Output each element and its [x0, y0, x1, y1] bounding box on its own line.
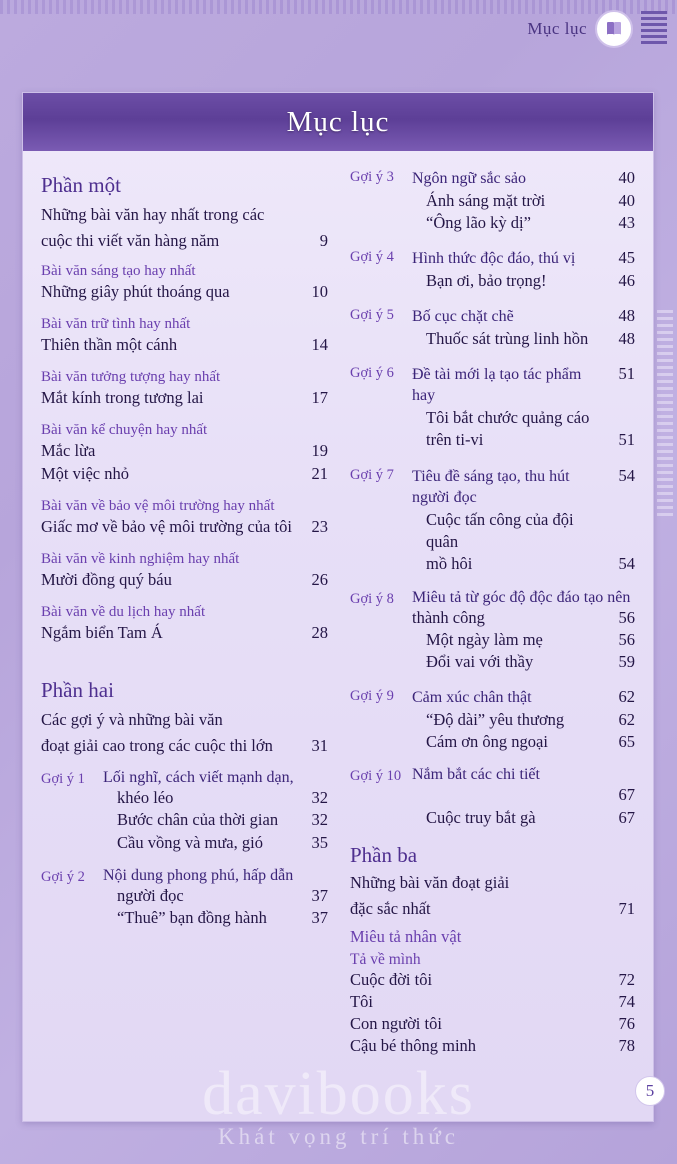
toc-title-bar	[23, 93, 653, 151]
hint-label: Gợi ý 8	[350, 590, 394, 607]
entry-page: 32	[311, 810, 328, 830]
toc-entry[interactable]	[41, 569, 328, 591]
book-icon	[595, 10, 633, 48]
entry-page: 21	[311, 463, 328, 483]
hint-label: Gợi ý 10	[350, 768, 402, 785]
entry-page: 76	[618, 1014, 635, 1034]
hint-head-page: 48	[618, 305, 635, 325]
entry-title: Cậu bé thông minh	[350, 1036, 477, 1056]
toc-entry[interactable]	[103, 832, 328, 854]
entry-title: Thiên thần một cánh	[41, 334, 178, 354]
hint-head-line1: Đề tài mới lạ tạo tác phẩm hay	[412, 365, 582, 405]
toc-entry[interactable]	[103, 809, 328, 831]
toc-entry[interactable]	[41, 440, 328, 462]
toc-entry[interactable]	[412, 270, 635, 292]
entry-title: “Ông lão kỳ dị”	[426, 212, 531, 232]
hint-head-line1: Nội dung phong phú, hấp dẫn	[103, 866, 294, 884]
decorative-bars	[641, 11, 667, 47]
toc-group	[41, 369, 328, 409]
entry-page: 23	[311, 516, 328, 536]
hint-block	[350, 305, 635, 350]
entry-title: Cuộc đời tôi	[350, 969, 433, 989]
entry-title: Ánh sáng mặt trời	[426, 190, 546, 210]
toc-left-column	[41, 167, 338, 1121]
hint-head-page: 32	[311, 788, 328, 808]
entry-page: 37	[311, 908, 328, 928]
hint-label: Gợi ý 2	[41, 868, 85, 885]
hint-head-line1: Cảm xúc chân thật	[412, 689, 532, 707]
entry-page: 51	[618, 430, 635, 450]
part-three-subsection: Tả về mình	[350, 950, 421, 968]
toc-entry[interactable]	[350, 1013, 635, 1035]
part-one-desc-line1: Những bài văn hay nhất trong các	[41, 205, 265, 224]
entry-page: 67	[618, 807, 635, 827]
watermark-main: davibooks	[202, 1060, 475, 1129]
hint-head-line1: Nắm bắt các chi tiết	[412, 766, 540, 784]
toc-group	[41, 316, 328, 356]
hint-head-line1: Hình thức độc đáo, thú vị	[412, 250, 576, 268]
entry-page: 65	[618, 732, 635, 752]
toc-entry[interactable]	[350, 1035, 635, 1057]
toc-entry[interactable]	[412, 328, 635, 350]
part-three-desc-line1: Những bài văn đoạt giải	[350, 873, 510, 892]
hint-block	[41, 867, 328, 930]
toc-group	[41, 498, 328, 538]
group-category: Bài văn về du lịch hay nhất	[41, 604, 206, 621]
toc-entry[interactable]	[41, 281, 328, 303]
watermark-sub: Khát vọng trí thức	[218, 1124, 459, 1149]
hint-head-page: 40	[618, 168, 635, 187]
hint-block	[350, 247, 635, 292]
entry-title: Mười đồng quý báu	[41, 570, 172, 590]
entry-page: 28	[311, 623, 328, 643]
toc-entry[interactable]	[412, 629, 635, 651]
hint-head-line1: Miêu tả từ góc độ độc đáo tạo nên	[412, 588, 631, 606]
hint-head-row	[412, 607, 635, 629]
hint-block	[350, 167, 635, 234]
toc-group	[41, 422, 328, 485]
hint-label: Gợi ý 1	[41, 771, 85, 788]
header-label: Mục lục	[527, 19, 587, 38]
entry-page: 19	[311, 441, 328, 461]
part-one-desc-row	[41, 230, 328, 252]
entry-page: 17	[311, 388, 328, 408]
hint-label: Gợi ý 5	[350, 306, 394, 323]
hint-block	[350, 589, 635, 674]
hint-head-page: 54	[618, 465, 635, 485]
entry-page: 35	[311, 832, 328, 852]
part-two-desc-page: 31	[311, 735, 328, 755]
hint-head-row	[412, 363, 635, 407]
entry-page: 14	[311, 334, 328, 354]
entry-title: Một ngày làm mẹ	[426, 629, 543, 649]
hint-block	[350, 363, 635, 452]
entry-title: Mắc lừa	[41, 441, 96, 461]
toc-entry[interactable]	[412, 509, 635, 554]
entry-title: “Thuê” bạn đồng hành	[117, 908, 267, 928]
hint-block	[350, 766, 635, 829]
entry-page: 59	[618, 652, 635, 672]
toc-entry[interactable]	[41, 387, 328, 409]
hint-label: Gợi ý 6	[350, 364, 394, 381]
part-two-title: Phần hai	[41, 677, 114, 702]
group-category: Bài văn trữ tình hay nhất	[41, 315, 191, 332]
part-two-desc-line2: đoạt giải cao trong các cuộc thi lớn	[41, 735, 273, 755]
hint-label: Gợi ý 9	[350, 688, 394, 705]
part-two-desc-line1: Các gợi ý và những bài văn	[41, 709, 223, 729]
part-three-section: Miêu tả nhân vật	[350, 926, 462, 946]
hint-head-page: 56	[618, 607, 635, 627]
hint-block	[350, 465, 635, 576]
entry-title: Bước chân của thời gian	[117, 810, 279, 830]
toc-group	[41, 551, 328, 591]
toc-entry[interactable]	[350, 991, 635, 1013]
hint-block	[350, 686, 635, 753]
hint-head-page: 45	[618, 248, 635, 268]
toc-entry[interactable]	[103, 907, 328, 929]
toc-entry[interactable]	[412, 731, 635, 753]
entry-title: Những giây phút thoáng qua	[41, 281, 230, 301]
hint-label: Gợi ý 3	[350, 169, 394, 185]
entry-title: “Độ dài” yêu thương	[426, 709, 565, 729]
hint-head-line2: người đọc	[117, 885, 184, 905]
part-two-desc-row	[41, 735, 328, 757]
hint-head-line1: Bố cục chặt chẽ	[412, 307, 514, 325]
toc-entry[interactable]	[412, 807, 635, 829]
toc-columns	[23, 151, 653, 1121]
entry-page: 26	[311, 570, 328, 590]
entry-title: Tôi	[350, 991, 373, 1011]
hint-label: Gợi ý 7	[350, 466, 394, 483]
group-category: Bài văn về kinh nghiệm hay nhất	[41, 551, 240, 568]
entry-title: Bạn ơi, bảo trọng!	[426, 270, 547, 290]
part-one-title: Phần một	[41, 173, 121, 197]
entry-page: 74	[618, 991, 635, 1011]
part-three-title: Phần ba	[350, 843, 418, 867]
toc-right-column	[338, 167, 635, 1121]
toc-group	[41, 263, 328, 303]
entry-page: 46	[618, 270, 635, 290]
entry-title: Đổi vai với thầy	[426, 652, 534, 672]
entry-page: 56	[618, 629, 635, 649]
hint-head-row	[412, 247, 635, 270]
group-category: Bài văn sáng tạo hay nhất	[41, 262, 196, 279]
hint-head-page: 62	[618, 687, 635, 707]
hint-head-page: 37	[311, 885, 328, 905]
hint-head-row	[103, 885, 328, 907]
page-title: Mục lục	[286, 105, 390, 138]
toc-entry[interactable]	[412, 212, 635, 234]
entry-page: 78	[618, 1036, 635, 1056]
entry-title: Cuộc truy bắt gà	[426, 807, 536, 827]
entry-page: 62	[618, 709, 635, 729]
hint-head-page: 67	[618, 785, 635, 805]
toc-entry[interactable]	[412, 429, 635, 451]
entry-page: 54	[618, 554, 635, 574]
part-three-desc-line2: đặc sắc nhất	[350, 899, 431, 919]
entry-title: Tôi bắt chước quảng cáo	[426, 408, 590, 428]
toc-entry[interactable]	[412, 190, 635, 212]
decorative-side-bars	[657, 310, 673, 520]
hint-head-line1: Lối nghĩ, cách viết mạnh dạn,	[103, 769, 294, 787]
entry-page: 72	[618, 969, 635, 989]
entry-title: Một việc nhỏ	[41, 463, 129, 483]
entry-title: Mắt kính trong tương lai	[41, 388, 204, 408]
toc-panel	[22, 92, 654, 1122]
hint-label: Gợi ý 4	[350, 249, 394, 266]
page-header	[527, 10, 667, 48]
toc-entry[interactable]	[41, 516, 328, 538]
toc-entry[interactable]	[412, 407, 635, 429]
entry-title: Cám ơn ông ngoại	[426, 732, 548, 752]
toc-entry[interactable]	[41, 334, 328, 356]
part-one-desc-line2: cuộc thi viết văn hàng năm	[41, 231, 220, 251]
entry-title: mồ hôi	[426, 554, 473, 574]
toc-entry[interactable]	[41, 463, 328, 485]
entry-page: 40	[618, 190, 635, 210]
group-category: Bài văn tưởng tượng hay nhất	[41, 369, 221, 386]
toc-entry[interactable]	[41, 622, 328, 644]
hint-head-line1: Ngôn ngữ sắc sảo	[412, 170, 526, 187]
part-three-desc-row	[350, 898, 635, 920]
hint-head-line1: Tiêu đề sáng tạo, thu hút người đọc	[412, 467, 570, 507]
entry-title: Giấc mơ về bảo vệ môi trường của tôi	[41, 516, 292, 536]
hint-head-page: 51	[618, 363, 635, 383]
toc-entry[interactable]	[412, 709, 635, 731]
hint-head-row	[412, 686, 635, 709]
entry-title: Cuộc tấn công của đội quân	[426, 509, 574, 552]
entry-title: Con người tôi	[350, 1014, 442, 1034]
entry-page: 43	[618, 212, 635, 232]
hint-head-row	[412, 465, 635, 509]
part-three-desc-page: 71	[618, 899, 635, 919]
hint-block	[41, 769, 328, 854]
group-category: Bài văn kể chuyện hay nhất	[41, 422, 208, 439]
entry-page: 48	[618, 328, 635, 348]
entry-title: Ngắm biển Tam Á	[41, 623, 163, 643]
page-number: 5	[635, 1076, 665, 1106]
part-one-desc-page: 9	[319, 231, 328, 251]
hint-head-line2: thành công	[412, 607, 485, 627]
hint-head-row	[103, 787, 328, 809]
toc-group	[41, 604, 328, 644]
entry-title: trên ti-vi	[426, 430, 484, 450]
toc-entry[interactable]	[412, 553, 635, 575]
entry-title: Cầu vồng và mưa, gió	[117, 832, 263, 852]
hint-head-line2: khéo léo	[117, 788, 174, 808]
entry-title: Thuốc sát trùng linh hồn	[426, 328, 589, 348]
toc-entry[interactable]	[412, 651, 635, 673]
toc-entry[interactable]	[350, 969, 635, 991]
hint-head-row	[412, 784, 635, 806]
entry-page: 10	[311, 281, 328, 301]
group-category: Bài văn về bảo vệ môi trường hay nhất	[41, 497, 275, 514]
hint-head-row	[412, 167, 635, 190]
hint-head-row	[412, 305, 635, 328]
